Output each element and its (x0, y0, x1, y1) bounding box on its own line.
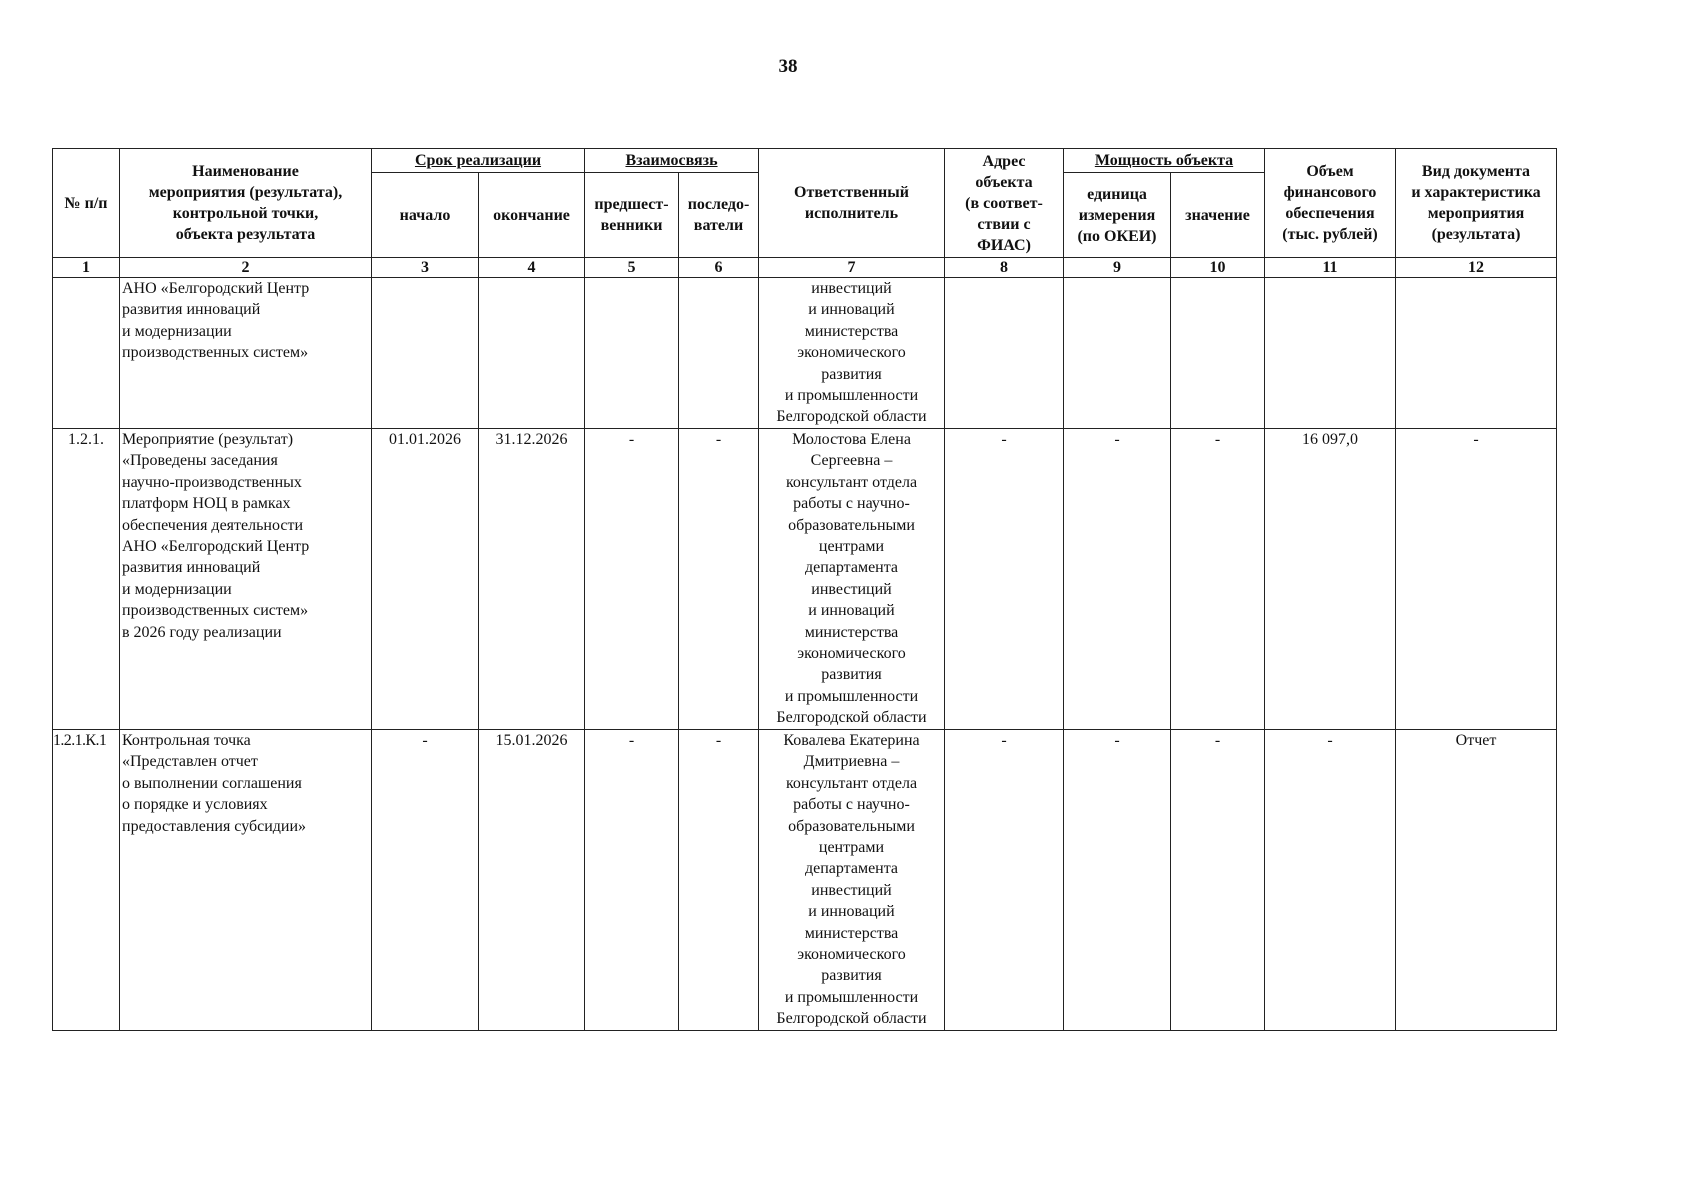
cell-financing: - (1265, 730, 1396, 1031)
cell-responsible: Молостова Елена Сергеевна – консультант отдела работы с научно- образовательными центрами департамента инвестиций и инноваций министерства экономического развития и промышленности Белгородской области (759, 429, 945, 730)
column-number: 4 (479, 258, 585, 278)
cell-end (479, 278, 585, 429)
column-number: 6 (679, 258, 759, 278)
cell-start (372, 278, 479, 429)
header-value: значение (1171, 173, 1265, 258)
header-unit: единица измерения (по ОКЕИ) (1064, 173, 1171, 258)
cell-successors (679, 278, 759, 429)
cell-address: - (945, 429, 1064, 730)
column-number: 3 (372, 258, 479, 278)
table-row (53, 730, 1557, 1031)
cell-no: 1.2.1.К.1 (53, 730, 120, 1031)
cell-address (945, 278, 1064, 429)
header-address: Адрес объекта (в соответ- ствии с ФИАС) (945, 149, 1064, 258)
header-period-group: Срок реализации (372, 149, 585, 173)
column-number: 11 (1265, 258, 1396, 278)
events-table (52, 148, 1557, 1031)
cell-predecessors: - (585, 730, 679, 1031)
cell-predecessors (585, 278, 679, 429)
header-no: № п/п (53, 149, 120, 258)
header-name: Наименование мероприятия (результата), контрольной точки, объекта результата (120, 149, 372, 258)
header-start: начало (372, 173, 479, 258)
cell-no (53, 278, 120, 429)
header-financing: Объем финансового обеспечения (тыс. рублей) (1265, 149, 1396, 258)
cell-start: 01.01.2026 (372, 429, 479, 730)
cell-name: Контрольная точка «Представлен отчет о выполнении соглашения о порядке и условиях предоставления субсидии» (120, 730, 372, 1031)
column-number: 1 (53, 258, 120, 278)
header-end: окончание (479, 173, 585, 258)
cell-financing: 16 097,0 (1265, 429, 1396, 730)
column-number: 8 (945, 258, 1064, 278)
header-responsible: Ответственный исполнитель (759, 149, 945, 258)
cell-name: Мероприятие (результат) «Проведены заседания научно-производственных платформ НОЦ в рамках обеспечения деятельности АНО «Белгородский Центр развития инноваций и модернизации производственных систем» в 2026 году реализации (120, 429, 372, 730)
cell-financing (1265, 278, 1396, 429)
column-number: 10 (1171, 258, 1265, 278)
header-successors: последо- ватели (679, 173, 759, 258)
cell-start: - (372, 730, 479, 1031)
column-number: 2 (120, 258, 372, 278)
cell-name: АНО «Белгородский Центр развития инноваций и модернизации производственных систем» (120, 278, 372, 429)
column-number: 7 (759, 258, 945, 278)
page-number: 38 (778, 56, 798, 77)
cell-successors: - (679, 429, 759, 730)
cell-predecessors: - (585, 429, 679, 730)
cell-unit: - (1064, 730, 1171, 1031)
cell-end: 31.12.2026 (479, 429, 585, 730)
cell-document (1396, 278, 1557, 429)
cell-successors: - (679, 730, 759, 1031)
column-number: 9 (1064, 258, 1171, 278)
header-document: Вид документа и характеристика мероприятия (результата) (1396, 149, 1557, 258)
table-row (53, 429, 1557, 730)
cell-value: - (1171, 429, 1265, 730)
cell-document: - (1396, 429, 1557, 730)
cell-responsible: Ковалева Екатерина Дмитриевна – консультант отдела работы с научно- образовательными центрами департамента инвестиций и инноваций министерства экономического развития и промышленности Белгородской области (759, 730, 945, 1031)
cell-end: 15.01.2026 (479, 730, 585, 1031)
table-row (53, 278, 1557, 429)
column-number-row (53, 258, 1557, 278)
header-capacity-group: Мощность объекта (1064, 149, 1265, 173)
cell-responsible: инвестиций и инноваций министерства экономического развития и промышленности Белгородской области (759, 278, 945, 429)
header-row-top (53, 149, 1557, 173)
cell-address: - (945, 730, 1064, 1031)
header-link-group: Взаимосвязь (585, 149, 759, 173)
cell-no: 1.2.1. (53, 429, 120, 730)
cell-unit (1064, 278, 1171, 429)
cell-document: Отчет (1396, 730, 1557, 1031)
cell-value (1171, 278, 1265, 429)
column-number: 12 (1396, 258, 1557, 278)
cell-value: - (1171, 730, 1265, 1031)
cell-unit: - (1064, 429, 1171, 730)
header-predecessors: предшест- венники (585, 173, 679, 258)
column-number: 5 (585, 258, 679, 278)
